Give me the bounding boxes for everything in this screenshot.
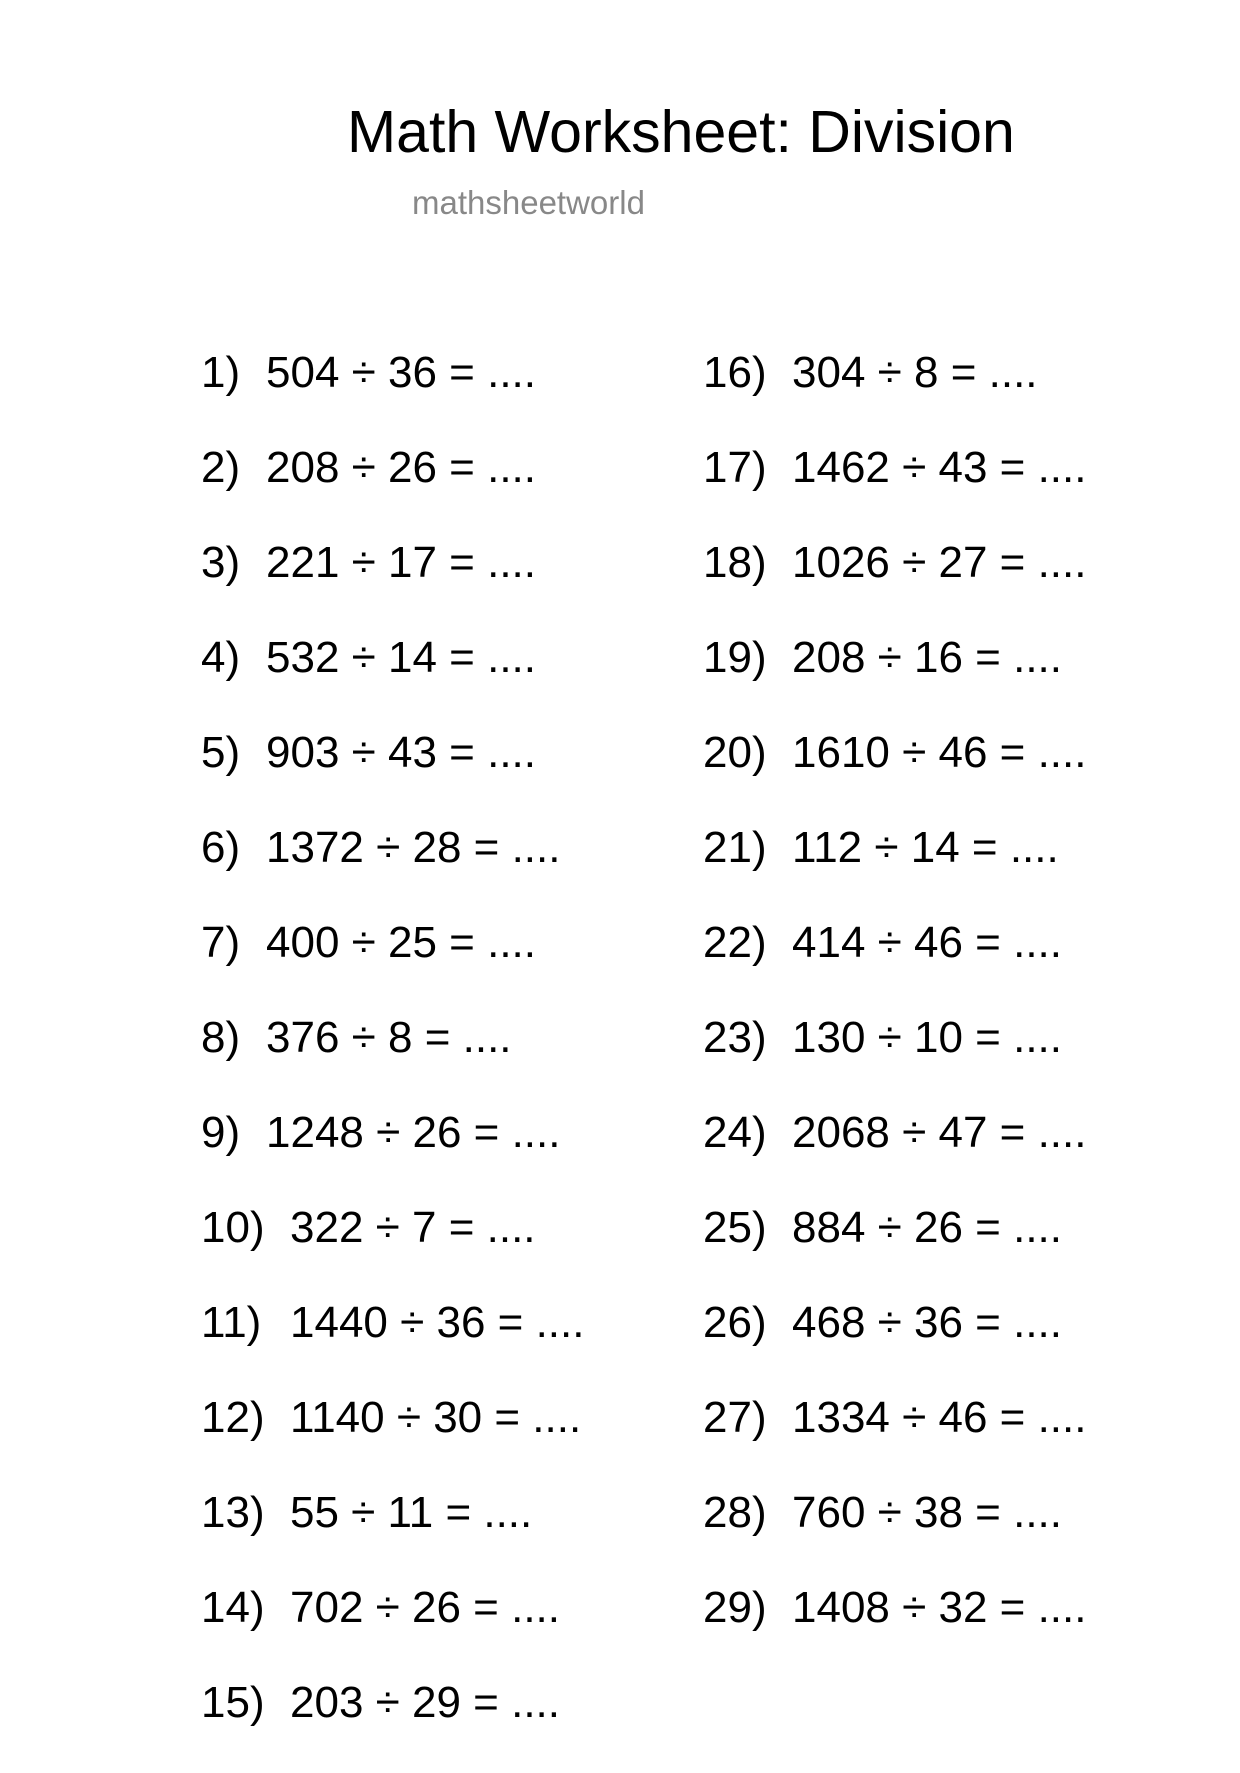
problem-expression: 1334 ÷ 46 = ....	[792, 1393, 1087, 1442]
problem-row	[201, 348, 584, 443]
worksheet-title: Math Worksheet: Division	[347, 99, 1015, 165]
problem-number: 27)	[703, 1393, 767, 1442]
problem-row	[703, 1108, 1086, 1203]
problem-row	[201, 728, 584, 823]
problem-expression: 414 ÷ 46 = ....	[792, 918, 1062, 967]
problem-number: 2)	[201, 443, 241, 492]
problem-number: 9)	[201, 1108, 241, 1157]
problem-number: 3)	[201, 538, 241, 587]
problem-number: 22)	[703, 918, 767, 967]
problem-number: 12)	[201, 1393, 265, 1442]
problem-expression: 1372 ÷ 28 = ....	[266, 823, 561, 872]
problem-expression: 130 ÷ 10 = ....	[792, 1013, 1062, 1062]
problem-number: 7)	[201, 918, 241, 967]
problem-row	[201, 1108, 584, 1203]
problem-row	[201, 538, 584, 633]
problem-row	[703, 918, 1086, 1013]
problem-row	[703, 1298, 1086, 1393]
problem-expression: 884 ÷ 26 = ....	[792, 1203, 1062, 1252]
problem-number: 14)	[201, 1583, 265, 1632]
problem-number: 24)	[703, 1108, 767, 1157]
problem-row	[703, 1488, 1086, 1583]
problem-expression: 203 ÷ 29 = ....	[290, 1678, 560, 1727]
problem-number: 29)	[703, 1583, 767, 1632]
problem-row	[201, 633, 584, 728]
problem-row	[703, 348, 1086, 443]
problem-expression: 468 ÷ 36 = ....	[792, 1298, 1062, 1347]
problem-number: 10)	[201, 1203, 265, 1252]
problem-number: 18)	[703, 538, 767, 587]
problem-number: 11)	[201, 1298, 262, 1347]
problem-number: 13)	[201, 1488, 265, 1537]
problem-number: 16)	[703, 348, 767, 397]
problem-number: 8)	[201, 1013, 241, 1062]
problem-row	[703, 1013, 1086, 1108]
problem-number: 17)	[703, 443, 767, 492]
problem-row	[703, 633, 1086, 728]
problem-expression: 532 ÷ 14 = ....	[266, 633, 536, 682]
problem-expression: 55 ÷ 11 = ....	[290, 1488, 533, 1537]
problem-number: 6)	[201, 823, 241, 872]
problem-row	[703, 538, 1086, 633]
problem-expression: 208 ÷ 26 = ....	[266, 443, 536, 492]
problem-expression: 903 ÷ 43 = ....	[266, 728, 536, 777]
problem-number: 26)	[703, 1298, 767, 1347]
problem-row	[201, 823, 584, 918]
problem-row	[201, 1678, 584, 1773]
problem-row	[201, 918, 584, 1013]
problem-number: 4)	[201, 633, 241, 682]
problem-expression: 504 ÷ 36 = ....	[266, 348, 536, 397]
problem-row	[201, 1583, 584, 1678]
problem-number: 25)	[703, 1203, 767, 1252]
problem-row	[201, 443, 584, 538]
problem-row	[201, 1013, 584, 1108]
problem-expression: 1140 ÷ 30 = ....	[290, 1393, 582, 1442]
problem-row	[703, 823, 1086, 918]
problem-expression: 208 ÷ 16 = ....	[792, 633, 1062, 682]
problem-expression: 760 ÷ 38 = ....	[792, 1488, 1062, 1537]
problem-row	[703, 1583, 1086, 1678]
problem-number: 20)	[703, 728, 767, 777]
problem-expression: 304 ÷ 8 = ....	[792, 348, 1038, 397]
problems-column-right	[703, 348, 1086, 1678]
problems-column-left	[201, 348, 584, 1773]
problem-row	[703, 1203, 1086, 1298]
problem-expression: 1440 ÷ 36 = ....	[290, 1298, 585, 1347]
problem-expression: 1462 ÷ 43 = ....	[792, 443, 1087, 492]
problem-expression: 112 ÷ 14 = ....	[792, 823, 1059, 872]
problem-number: 21)	[703, 823, 767, 872]
problem-row	[703, 443, 1086, 538]
problem-expression: 400 ÷ 25 = ....	[266, 918, 536, 967]
problem-row	[201, 1393, 584, 1488]
problem-expression: 2068 ÷ 47 = ....	[792, 1108, 1087, 1157]
problem-expression: 322 ÷ 7 = ....	[290, 1203, 536, 1252]
problem-row	[201, 1488, 584, 1583]
problem-row	[201, 1203, 584, 1298]
problem-number: 15)	[201, 1678, 265, 1727]
problem-row	[201, 1298, 584, 1393]
problem-row	[703, 1393, 1086, 1488]
problem-expression: 702 ÷ 26 = ....	[290, 1583, 560, 1632]
problem-expression: 1408 ÷ 32 = ....	[792, 1583, 1087, 1632]
problem-expression: 376 ÷ 8 = ....	[266, 1013, 512, 1062]
problem-expression: 1026 ÷ 27 = ....	[792, 538, 1087, 587]
problem-expression: 1248 ÷ 26 = ....	[266, 1108, 561, 1157]
problem-number: 19)	[703, 633, 767, 682]
problem-number: 28)	[703, 1488, 767, 1537]
problem-expression: 221 ÷ 17 = ....	[266, 538, 536, 587]
problem-number: 23)	[703, 1013, 767, 1062]
problem-expression: 1610 ÷ 46 = ....	[792, 728, 1087, 777]
problem-row	[703, 728, 1086, 823]
worksheet-source: mathsheetworld	[412, 184, 645, 221]
problem-number: 5)	[201, 728, 241, 777]
problem-number: 1)	[201, 348, 241, 397]
